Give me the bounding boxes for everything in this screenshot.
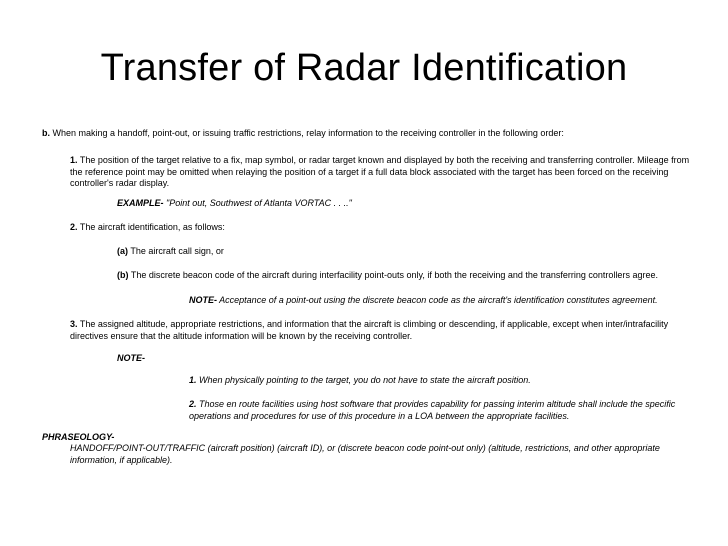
item-1-text: The position of the target relative to a fix, map symbol, or radar target known and displayed by both the receiving and transferring controller. Mileage from the reference point may be omitted when relaying the position of a target if a full data block associated with the target has been forced on the receiving controller's radar display. <box>70 155 690 189</box>
item-3 <box>70 319 670 342</box>
paragraph-b-text: When making a handoff, point-out, or issuing traffic restrictions, relay information to the receiving controller in the following order: <box>50 128 564 138</box>
item-1-label: 1. <box>70 155 78 165</box>
item-2 <box>70 222 670 234</box>
phraseology-body: HANDOFF/POINT-OUT/TRAFFIC (aircraft position) (aircraft ID), or (discrete beacon code point-out only) (altitude, restrictions, and other appropriate information, if applicable). <box>70 443 660 465</box>
note-3 <box>117 353 317 365</box>
item-1 <box>70 155 690 190</box>
item-2b-text: The discrete beacon code of the aircraft during interfacility point-outs only, if both the receiving and the transferring controllers agree. <box>128 270 658 280</box>
item-2a <box>117 246 677 258</box>
example-text: "Point out, Southwest of Atlanta VORTAC . . .." <box>163 198 352 208</box>
slide-title: Transfer of Radar Identification <box>100 47 628 89</box>
note-3-label: NOTE- <box>117 353 145 363</box>
example <box>117 198 677 210</box>
note-3-item-1-label: 1. <box>189 375 197 385</box>
paragraph-b-label: b. <box>42 128 50 138</box>
item-2a-label: (a) <box>117 246 128 256</box>
note-3-item-2-text: Those en route facilities using host software that provides capability for passing interim altitude shall include the specific operations and procedures for use of this procedure in a LOA between the appropriate facilities. <box>189 399 676 421</box>
note-3-item-1 <box>189 375 689 387</box>
paragraph-b <box>42 128 702 140</box>
phraseology-text <box>70 443 690 466</box>
item-3-text: The assigned altitude, appropriate restrictions, and information that the aircraft is climbing or descending, if applicable, except when inter/intrafacility directives ensure that the altitude information will be known by the receiving controller. <box>70 319 669 341</box>
note-3-item-2 <box>189 399 689 422</box>
phraseology-label <box>42 432 242 444</box>
note-point-out-text: Acceptance of a point-out using the discrete beacon code as the aircraft's identification constitutes agreement. <box>217 295 658 305</box>
note-3-item-2-label: 2. <box>189 399 197 409</box>
item-3-label: 3. <box>70 319 78 329</box>
item-2b <box>117 270 707 282</box>
note-point-out-label: NOTE- <box>189 295 217 305</box>
item-2a-text: The aircraft call sign, or <box>128 246 224 256</box>
item-2b-label: (b) <box>117 270 129 280</box>
example-label: EXAMPLE- <box>117 198 164 208</box>
item-2-text: The aircraft identification, as follows: <box>77 222 225 232</box>
note-point-out <box>189 295 709 307</box>
item-2-label: 2. <box>70 222 78 232</box>
note-3-item-1-text: When physically pointing to the target, you do not have to state the aircraft position. <box>196 375 531 385</box>
phraseology-label-text: PHRASEOLOGY- <box>42 432 115 442</box>
